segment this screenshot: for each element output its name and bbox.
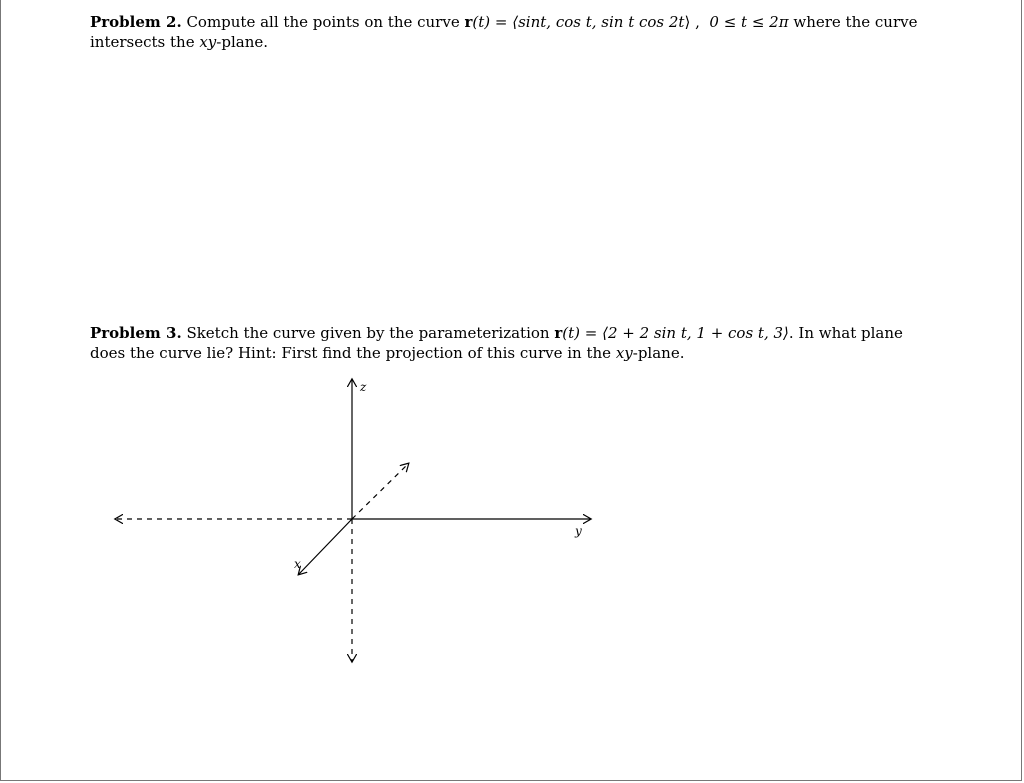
problem-2-components: sint, cos t, sin t cos 2t [518, 13, 685, 31]
problem-3-curve-name: r [554, 324, 563, 342]
problem-2-curve-name: r [464, 13, 473, 31]
problem-3-text-end: -plane. [632, 344, 685, 362]
problem-2-text-end: -plane. [216, 33, 268, 51]
problem-2-plane: xy [199, 33, 217, 51]
x-axis [299, 519, 352, 574]
problem-2-close: ⟩ , [684, 13, 700, 31]
x-axis-label: x [294, 557, 301, 571]
neg-x-axis [352, 464, 408, 519]
problem-2-curve-arg: (t) = ⟨ [472, 13, 519, 31]
problem-3-plane: xy [615, 344, 633, 362]
problem-3-label: Problem 3. [90, 324, 182, 342]
problem-2-text-before: Compute all the points on the curve [181, 13, 465, 31]
problem-3-text-after: . In what plane does the curve lie? Hint: First find the projection of this curve in the [90, 324, 903, 362]
problem-3-curve-expr: (t) = ⟨2 + 2 sin t, 1 + cos t, 3⟩ [562, 324, 789, 342]
y-axis-label: y [575, 524, 582, 538]
problem-2-text-after: where the curve intersects the [90, 13, 918, 51]
problem-2-label: Problem 2. [90, 13, 182, 31]
z-axis-label: z [360, 380, 367, 394]
problem-3-text-before: Sketch the curve given by the parameterization [181, 324, 555, 342]
problem-2-range: 0 ≤ t ≤ 2π [709, 13, 789, 31]
